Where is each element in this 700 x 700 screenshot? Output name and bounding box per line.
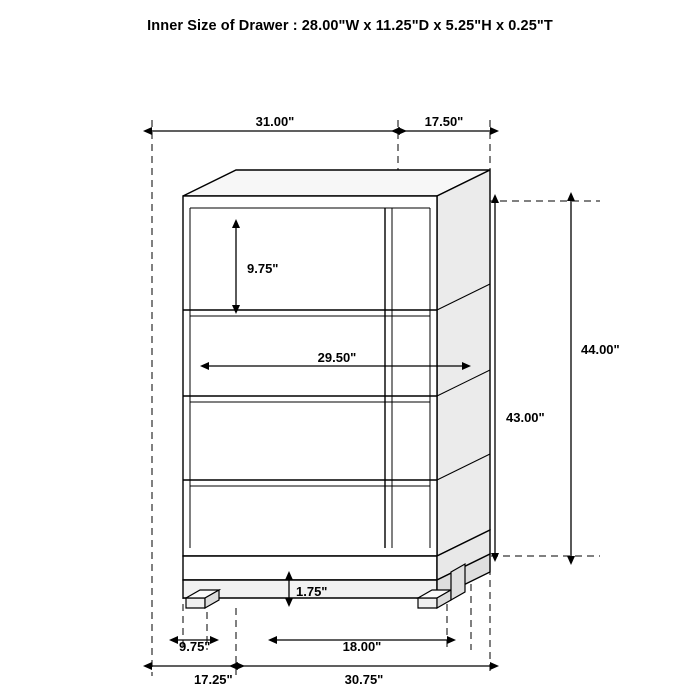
plinth [183, 556, 437, 580]
label-overall-height: 44.00" [581, 342, 620, 357]
label-base-inner-width: 18.00" [342, 639, 382, 654]
page-title: Inner Size of Drawer : 28.00"W x 11.25"D x 5.25"H x 0.25"T [147, 18, 553, 34]
label-drawer-height: 9.75" [247, 261, 279, 276]
label-base-depth: 17.25" [194, 672, 233, 687]
label-drawer-width: 29.50" [317, 350, 357, 365]
foot-front-left [186, 598, 205, 608]
right-side-panel [437, 170, 490, 556]
label-top-width: 31.00" [255, 114, 295, 129]
chest-illustration [183, 170, 490, 608]
label-base-width: 30.75" [344, 672, 384, 687]
front-face [183, 196, 437, 556]
foot-front-right [418, 598, 437, 608]
label-plinth-height: 1.75" [296, 584, 328, 599]
label-foot-depth: 9.75" [179, 639, 211, 654]
label-top-depth: 17.50" [424, 114, 464, 129]
label-body-height: 43.00" [506, 410, 545, 425]
